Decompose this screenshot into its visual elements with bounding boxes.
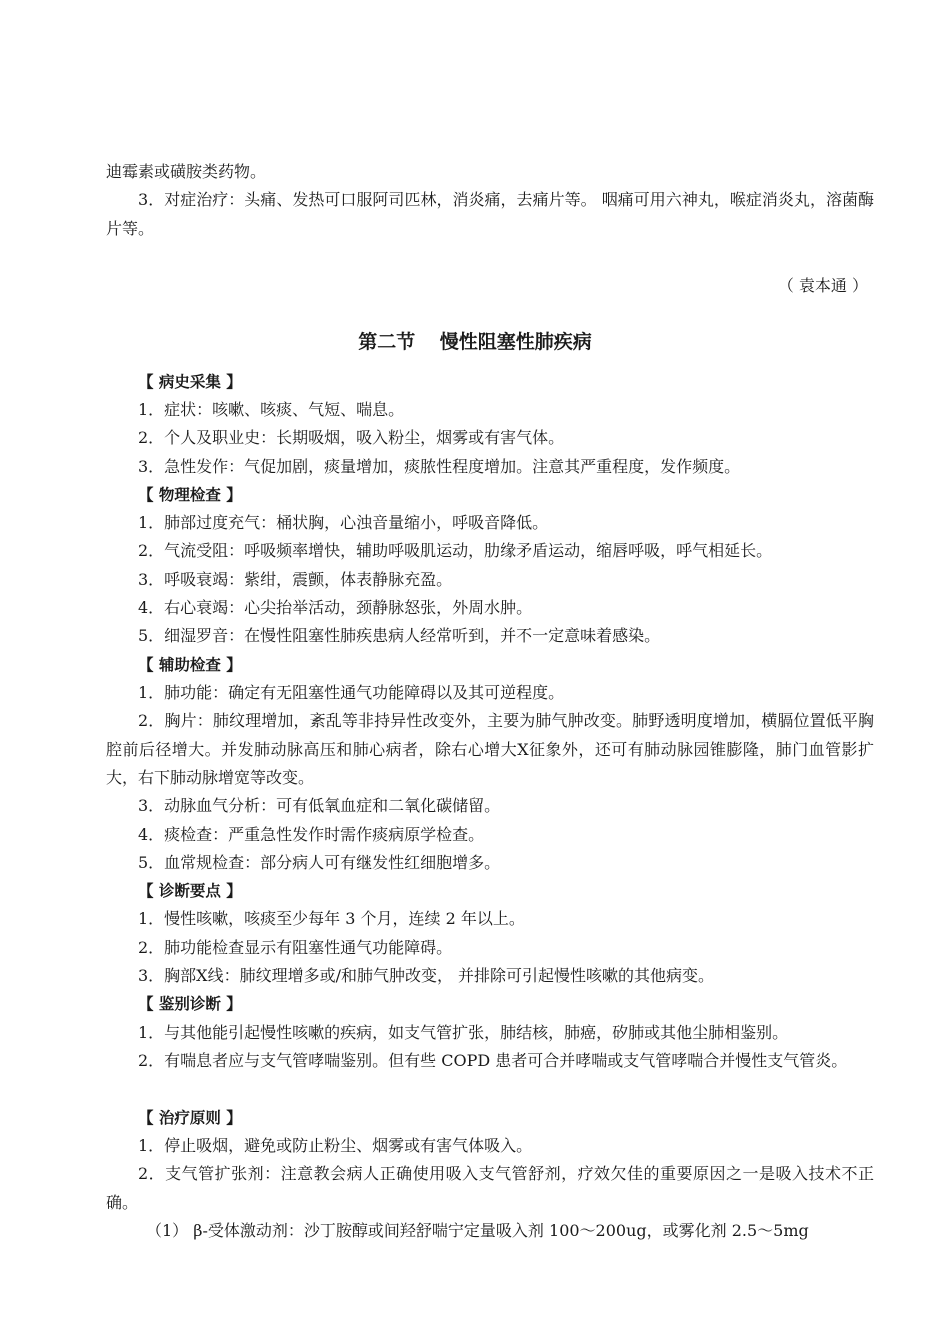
heading-diagnosis: 【 诊断要点 】 [138, 882, 242, 900]
differential-item: 1．与其他能引起慢性咳嗽的疾病，如支气管扩张，肺结核，肺癌，矽肺或其他尘肺相鉴别。 [138, 1023, 789, 1042]
physical-item: 4．右心衰竭：心尖抬举活动，颈静脉怒张，外周水肿。 [138, 598, 533, 617]
physical-item: 2．气流受阻：呼吸频率增快，辅助呼吸肌运动，肋缘矛盾运动，缩唇呼吸，呼气相延长。 [138, 541, 773, 560]
treatment-item: 2．支气管扩张剂：注意教会病人正确使用吸入支气管舒剂，疗效欠佳的重要原因之一是吸入技术不正确。 [106, 1164, 874, 1212]
auxiliary-item: 2．胸片：肺纹理增加，紊乱等非持异性改变外，主要为肺气肿改变。肺野透明度增加，横膈位置低平胸腔前后径增大。并发肺动脉高压和肺心病者，除右心增大X征象外，还可有肺动脉园锥膨隆，肺门血管影扩大，右下肺动脉增宽等改变。 [106, 711, 874, 787]
author-attribution: （ 袁本通 ） [777, 276, 868, 295]
differential-item: 2．有喘息者应与支气管哮喘鉴别。但有些 COPD 患者可合并哮喘或支气管哮喘合并慢性支气管炎。 [138, 1051, 848, 1070]
treatment-subitem: （1） β-受体激动剂：沙丁胺醇或间羟舒喘宁定量吸入剂 100～200ug，或雾化剂 2.5～5mg [146, 1221, 809, 1240]
auxiliary-item: 1．肺功能：确定有无阻塞性通气功能障碍以及其可逆程度。 [138, 683, 565, 702]
diagnosis-item: 3．胸部X线：肺纹理增多或/和肺气肿改变， 并排除可引起慢性咳嗽的其他病变。 [138, 966, 715, 985]
auxiliary-item: 3．动脉血气分析：可有低氧血症和二氧化碳储留。 [138, 796, 501, 815]
history-item: 1．症状：咳嗽、咳痰、气短、喘息。 [138, 400, 405, 419]
diagnosis-item: 2．肺功能检查显示有阻塞性通气功能障碍。 [138, 938, 453, 957]
diagnosis-item: 1．慢性咳嗽，咳痰至少每年 3 个月，连续 2 年以上。 [138, 909, 525, 928]
heading-auxiliary: 【 辅助检查 】 [138, 656, 242, 674]
heading-treatment: 【 治疗原则 】 [138, 1109, 242, 1127]
paragraph-prev-tail: 迪霉素或磺胺类药物。 [106, 162, 267, 181]
heading-physical: 【 物理检查 】 [138, 486, 242, 504]
history-item: 2．个人及职业史：长期吸烟，吸入粉尘，烟雾或有害气体。 [138, 428, 565, 447]
auxiliary-item: 4．痰检查：严重急性发作时需作痰病原学检查。 [138, 825, 485, 844]
heading-history: 【 病史采集 】 [138, 373, 242, 391]
heading-differential: 【 鉴别诊断 】 [138, 995, 242, 1013]
physical-item: 1．肺部过度充气：桶状胸，心浊音量缩小，呼吸音降低。 [138, 513, 549, 532]
physical-item: 3．呼吸衰竭：紫绀，震颤，体表静脉充盈。 [138, 570, 453, 589]
paragraph-prev-item3: 3．对症治疗：头痛、发热可口服阿司匹林，消炎痛，去痛片等。 咽痛可用六神丸，喉症消炎丸，溶菌酶片等。 [106, 190, 874, 238]
treatment-item: 1．停止吸烟，避免或防止粉尘、烟雾或有害气体吸入。 [138, 1136, 533, 1155]
section-title: 第二节 慢性阻塞性肺疾病 [358, 331, 592, 353]
physical-item: 5．细湿罗音：在慢性阻塞性肺疾患病人经常听到，并不一定意味着感染。 [138, 626, 661, 645]
history-item: 3．急性发作：气促加剧，痰量增加，痰脓性程度增加。注意其严重程度，发作频度。 [138, 457, 741, 476]
auxiliary-item: 5．血常规检查：部分病人可有继发性红细胞增多。 [138, 853, 501, 872]
